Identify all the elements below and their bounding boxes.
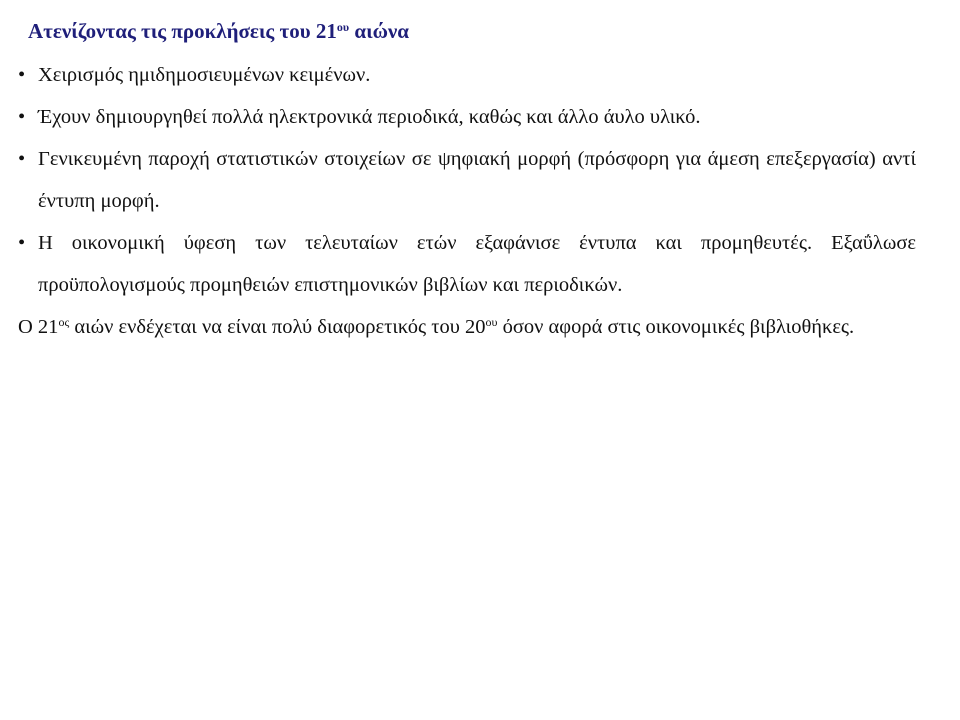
closing-superscript-2: ου [485, 315, 498, 329]
bullet-item [18, 138, 916, 222]
bullet-text: Χειρισμός ημιδημοσιευμένων κειμένων. [38, 64, 371, 86]
slide-content [18, 54, 916, 348]
closing-text-part2: αιών ενδέχεται να είναι πολύ διαφορετικός του 20 [69, 316, 486, 338]
bullet-dot-icon: • [18, 148, 26, 170]
bullet-text: Έχουν δημιουργηθεί πολλά ηλεκτρονικά περιοδικά, καθώς και άλλο άυλο υλικό. [38, 106, 701, 128]
bullet-dot-icon: • [18, 106, 26, 128]
closing-paragraph [18, 306, 916, 348]
closing-text-part1: Ο 21 [18, 316, 59, 338]
title-superscript: ου [336, 20, 350, 34]
closing-superscript-1: ος [58, 315, 70, 329]
bullet-dot-icon: • [18, 64, 26, 86]
closing-text-part3: όσον αφορά στις οικονομικές βιβλιοθήκες. [497, 316, 855, 338]
bullet-item [18, 96, 916, 138]
slide-title [28, 17, 409, 45]
title-suffix: αιώνα [349, 19, 410, 43]
bullet-item [18, 222, 916, 306]
bullet-item [18, 54, 916, 96]
title-prefix: Ατενίζοντας τις προκλήσεις του 21 [28, 19, 337, 43]
bullet-text: Η οικονομική ύφεση των τελευταίων ετών εξαφάνισε έντυπα και προμηθευτές. Εξαΰλωσε προϋπολογισμούς προμηθειών επιστημονικών βιβλίων και περιοδικών. [38, 232, 916, 296]
bullet-dot-icon: • [18, 232, 26, 254]
bullet-text: Γενικευμένη παροχή στατιστικών στοιχείων σε ψηφιακή μορφή (πρόσφορη για άμεση επεξεργασία) αντί έντυπη μορφή. [38, 148, 916, 212]
